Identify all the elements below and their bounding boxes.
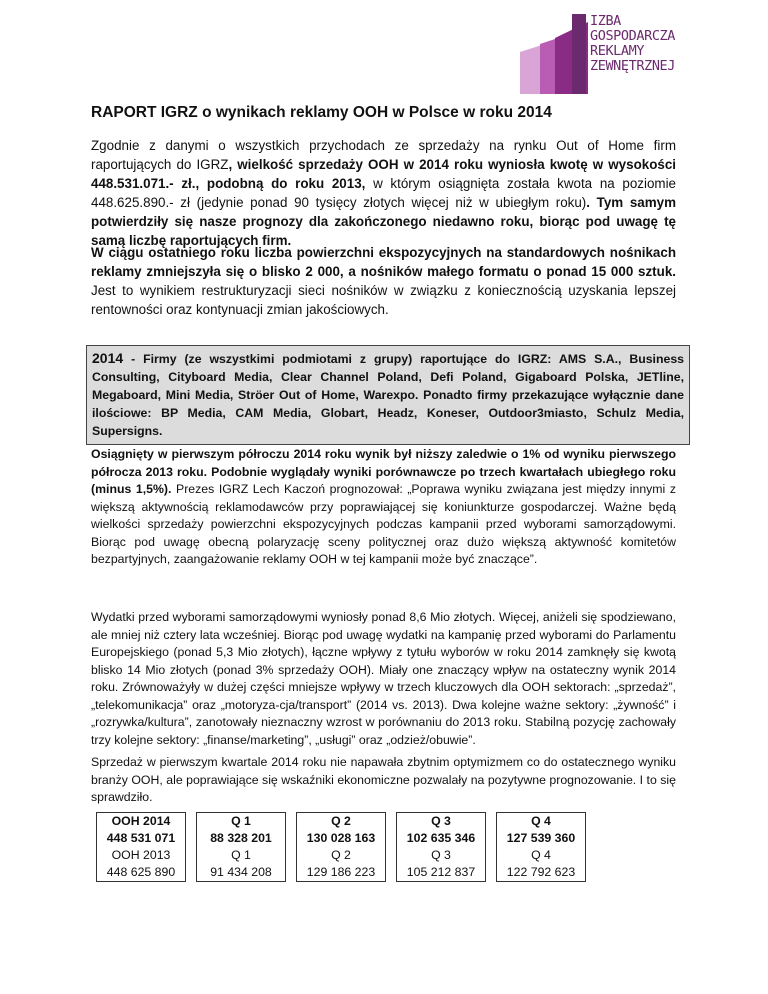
logo-line: IZBA [590,13,621,29]
table-column: Q 2 130 028 163 Q 2 129 186 223 [296,812,386,882]
logo-wordmark [590,14,675,74]
table-column: Q 4 127 539 360 Q 4 122 792 623 [496,812,586,882]
paragraph-q1: Sprzedaż w pierwszym kwartale 2014 roku nie napawała zbytnim optymizmem co do ostatecznego wyniku branży OOH, ale poprawiające się wskaźniki ekonomiczne pozwalały na pozytywne prognozowanie. I to się sprawdziło. [91,755,676,804]
logo-line: ZEWNĘTRZNEJ [590,58,676,74]
paragraph-surfaces: W ciągu ostatniego roku liczba powierzchni ekspozycyjnych na standardowych nośnikach reklamy zmniejszyła się o blisko 2 000, a nośników małego formatu o ponad 15 000 sztuk. Jest to wynikiem restrukturyzacji sieci nośników w związku z koniecznością uzyskania lepszej rentowności oraz kontynuacji zmian jakościowych. [91,245,676,317]
table-column: Q 1 88 328 201 Q 1 91 434 208 [196,812,286,882]
paragraph-half-year: Osiągnięty w pierwszym półroczu 2014 roku wynik był niższy zaledwie o 1% od wyniku pierwszego półrocza 2013 roku. Podobnie wyglądały wyniki porównawcze po trzech kwartałach ubiegłego roku (minus 1,5%). Prezes IGRZ Lech Kaczoń prognozował: „Poprawa wyniku związana jest między innymi z większą aktywnością reklamodawców przy poprawiającej się koniunkturze gospodarczej. Ważne będą wielkości sprzedaży powierzchni ekspozycyjnych podczas kampanii przed wyborami samorządowymi. Biorąc pod uwagę obecną polaryzację sceny politycznej oraz dużo większą aktywność komitetów bezpartyjnych, zaangażowanie reklamy OOH w tej kampanii może być znaczące”. [91,447,676,566]
reporting-companies-box: 2014 - Firmy (ze wszystkimi podmiotami z grupy) raportujące do IGRZ: AMS S.A., Business Consulting, Cityboard Media, Clear Channel Poland, Defi Poland, Gigaboard Polska, JETline, Megaboard, Mini Media, Ströer Out of Home, Warexpo. Ponadto firmy przekazujące wyłącznie dane ilościowe: BP Media, CAM Media, Globart, Headz, Koneser, Outdoor3miasto, Schulz Media, Supersigns. [86,345,690,445]
paragraph-sales-summary: Zgodnie z danymi o wszystkich przychodach ze sprzedaży na rynku Out of Home firm raportujących do IGRZ, wielkość sprzedaży OOH w 2014 roku wyniosła kwotę w wysokości 448.531.071.- zł., podobną do roku 2013, w którym osiągnięta została kwota na poziomie 448.625.890.- zł (jedynie ponad 90 tysięcy złotych więcej niż w ubiegłym roku). Tym samym potwierdziły się nasze prognozy dla zakończonego niedawno roku, biorąc pod uwagę tę samą liczbę raportujących firm. [91,138,676,248]
paragraph-elections: Wydatki przed wyborami samorządowymi wyniosły ponad 8,6 Mio złotych. Więcej, aniżeli się spodziewano, ale mniej niż cztery lata wcześniej. Biorąc pod uwagę wydatki na kampanię przed wyborami do Parlamentu Europejskiego (ponad 5,3 Mio złotych), łączne wpływy z tytułu wyborów w roku 2014 zamknęły się kwotą blisko 14 Mio złotych (ponad 3% sprzedaży OOH). Miały one znaczący wpływ na ostateczny wynik 2014 roku. Zrównoważyły w dużej części mniejsze wpływy w trzech kluczowych dla OOH sektorach: „sprzedaż”, „telekomunikacja” oraz „motoryza-cja/transport” (2014 vs. 2013). Dwa kolejne ważne sektory: „żywność” i „rozrywka/kultura”, zanotowały nieznaczny wzrost w porównaniu do 2013 roku. Stabilną pozycję zachowały trzy kolejne sektory: „finanse/marketing”, „usługi” oraz „odzież/obuwie”. [91,610,676,747]
logo-line: REKLAMY [590,43,645,59]
logo-line: GOSPODARCZA [590,28,676,44]
table-column: Q 3 102 635 346 Q 3 105 212 837 [396,812,486,882]
table-column: OOH 2014 448 531 071 OOH 2013 448 625 890 [96,812,186,882]
quarterly-sales-table [86,812,596,882]
report-title: RAPORT IGRZ o wynikach reklamy OOH w Polsce w roku 2014 [91,104,552,121]
